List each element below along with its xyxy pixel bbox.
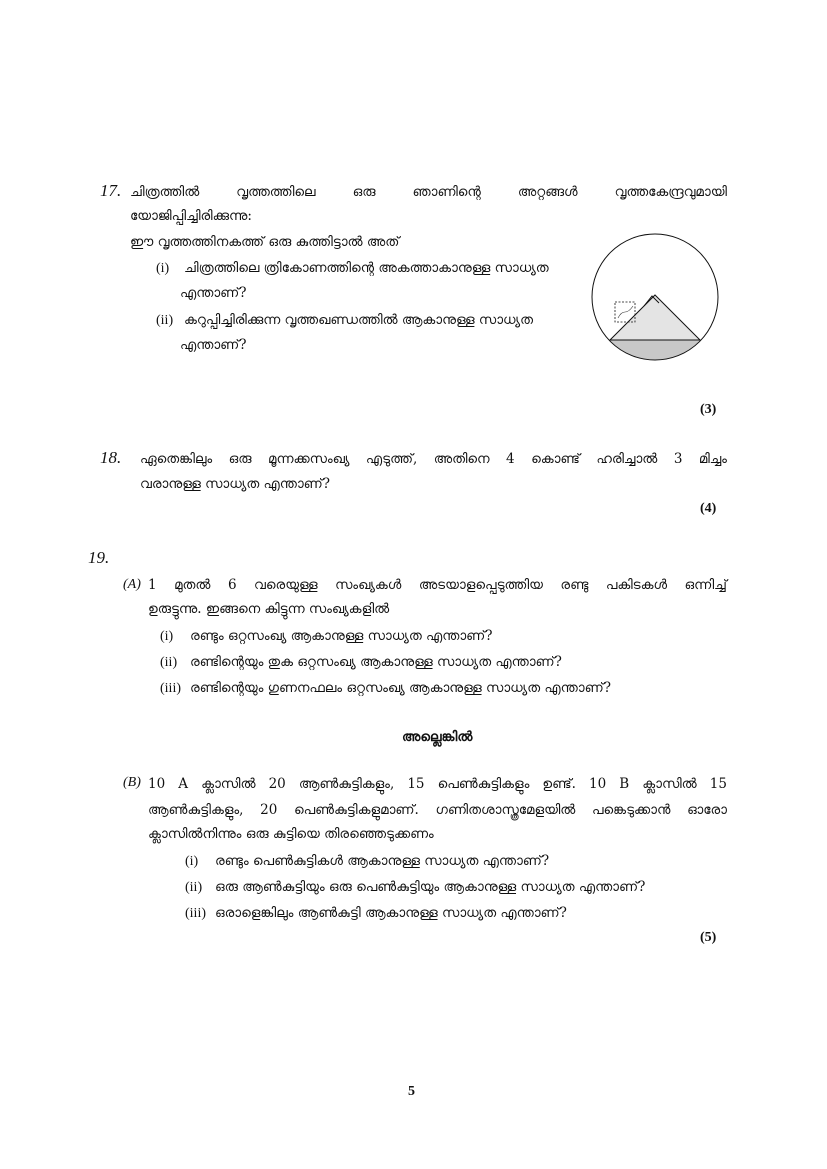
q19b-word: ഓരോ — [687, 802, 727, 818]
q17-word: ഒരു — [352, 184, 376, 200]
q19b-item-label: (ii) — [185, 880, 203, 895]
q19a-item-text: രണ്ടിന്റെയും തുക ഒറ്റസംഖ്യ ആകാനുള്ള സാധ്യത എന്താണ്? — [190, 654, 562, 670]
q17-word: ചിത്രത്തിൽ — [130, 184, 200, 200]
q19b-line1 — [148, 776, 727, 792]
q17-line1 — [130, 184, 727, 200]
q17-sub1-cont: എന്താണ്? — [180, 285, 247, 301]
q19a-item — [160, 629, 493, 645]
q19b-word: പെൺകുട്ടികളും — [437, 776, 530, 792]
q19b-word: ആൺകുട്ടികളും, — [298, 776, 395, 792]
q17-marks: (3) — [700, 402, 717, 417]
q18-number: 18. — [100, 448, 122, 467]
q19b-item — [185, 854, 549, 870]
q19b-item-text: ഒരു ആൺകുട്ടിയും ഒരു പെൺകുട്ടിയും ആകാനുള്ള സാധ്യത എന്താണ്? — [215, 879, 646, 895]
q17-number: 17. — [100, 181, 122, 200]
q18-word: എടുത്ത്, — [365, 451, 418, 467]
q17-sub2-label: (ii) — [156, 313, 174, 328]
q19b-word: ഉണ്ട്. — [542, 776, 576, 792]
q17-figure — [588, 230, 722, 364]
q19b-word: B — [619, 776, 630, 792]
q18-word: മൂന്നക്കസംഖ്യ — [268, 451, 350, 467]
q19a-word: 1 — [148, 577, 157, 593]
q19b-word: ക്ലാസിൽ — [642, 776, 697, 792]
q17-word: അറ്റങ്ങൾ — [517, 184, 578, 200]
page-number: 5 — [408, 1084, 415, 1099]
q17-sub1 — [156, 261, 549, 277]
q17-sub1-label: (i) — [156, 261, 170, 276]
q19a-item-label: (iii) — [160, 681, 181, 696]
q19b-line3: ക്ലാസിൽനിന്നും ഒരു കുട്ടിയെ തിരഞ്ഞെടുക്കണം — [148, 826, 434, 842]
q19a-word: മുതൽ — [174, 577, 211, 593]
q19b-word: ക്ലാസിൽ — [201, 776, 256, 792]
q19b-word: പങ്കെടുക്കാൻ — [592, 802, 671, 818]
q19b-word: പെൺകുട്ടികളുമാണ്. — [294, 802, 419, 818]
q17-sub1-text: ചിത്രത്തിലെ ത്രികോണത്തിന്റെ അകത്താകാനുള്ള സാധ്യത — [184, 260, 549, 276]
q17-sub2-cont: എന്താണ്? — [180, 337, 247, 353]
q19a-word: വരെയുള്ള — [254, 577, 318, 593]
q19b-item-label: (iii) — [185, 906, 206, 921]
q19a-item — [160, 681, 611, 697]
q19b-word: 20 — [268, 776, 286, 792]
q19b-word: 15 — [407, 776, 425, 792]
q19a-word: 6 — [227, 577, 237, 593]
q19b-item-label: (i) — [185, 854, 199, 869]
q17-word: ഞാണിന്റെ — [412, 184, 481, 200]
q18-word: കൊണ്ട് — [531, 451, 580, 467]
q19b-item-text: രണ്ടും പെൺകുട്ടികൾ ആകാനുള്ള സാധ്യത എന്താണ്? — [215, 853, 550, 869]
q17-word: വൃത്തകേന്ദ്രവുമായി — [614, 184, 727, 200]
q18-word: മിച്ചം — [698, 451, 727, 467]
q19b-word: 20 — [260, 802, 278, 818]
q19a-item-label: (i) — [160, 629, 174, 644]
q19a-item — [160, 655, 562, 671]
q19a-word: രണ്ടു — [560, 577, 589, 593]
q18-word: ഹരിച്ചാൽ — [596, 451, 658, 467]
q17-sub2-text: കറുപ്പിച്ചിരിക്കുന്ന വൃത്തഖണ്ഡത്തിൽ ആകാനുള്ള സാധ്യത — [184, 312, 533, 328]
q19a-word: പകിടകൾ — [605, 577, 668, 593]
q18-marks: (4) — [700, 501, 717, 516]
q19b-word: 10 — [589, 776, 607, 792]
q19b-word: ആൺകുട്ടികളും, — [148, 802, 244, 818]
q19a-word: അടയാളപ്പെടുത്തിയ — [418, 577, 543, 593]
q19b-word: 15 — [709, 776, 727, 792]
q18-word: ഒരു — [228, 451, 252, 467]
q19a-line1 — [148, 577, 727, 593]
q19b-line2 — [148, 802, 727, 818]
q19b-item-text: ഒരാളെങ്കിലും ആൺകുട്ടി ആകാനുള്ള സാധ്യത എന്താണ്? — [215, 905, 567, 921]
q19b-word: ഗണിതശാസ്ത്രമേളയിൽ — [435, 802, 576, 818]
q19b-label: (B) — [123, 775, 141, 790]
q18-word: ഏതെങ്കിലും — [140, 451, 213, 467]
q18-line1 — [140, 451, 727, 467]
q17-word: വൃത്തത്തിലെ — [236, 184, 316, 200]
q19-number: 19. — [88, 548, 110, 567]
q18-line2: വരാനുള്ള സാധ്യത എന്താണ്? — [140, 476, 331, 492]
q19a-word: ഒന്നിച്ച് — [684, 577, 727, 593]
q17-line3: ഈ വൃത്തത്തിനകത്ത് ഒരു കുത്തിട്ടാൽ അത് — [130, 234, 400, 250]
q19a-item-text: രണ്ടിന്റെയും ഗുണനഫലം ഒറ്റസംഖ്യ ആകാനുള്ള സാധ്യത എന്താണ്? — [190, 680, 611, 696]
q18-word: 3 — [673, 451, 683, 467]
q19a-label: (A) — [123, 577, 141, 592]
q19a-item-text: രണ്ടും ഒറ്റസംഖ്യ ആകാനുള്ള സാധ്യത എന്താണ്? — [190, 628, 493, 644]
q17-line2: യോജിപ്പിച്ചിരിക്കുന്നു: — [130, 208, 252, 224]
q19a-word: സംഖ്യകൾ — [335, 577, 402, 593]
q19-marks: (5) — [700, 930, 717, 945]
q19a-item-label: (ii) — [160, 655, 178, 670]
q19b-item — [185, 906, 567, 922]
q19a-line2: ഉരുട്ടുന്നു. ഇങ്ങനെ കിട്ടുന്ന സംഖ്യകളിൽ — [148, 601, 390, 617]
q18-word: 4 — [506, 451, 515, 467]
q17-sub2 — [156, 313, 533, 329]
q18-word: അതിനെ — [433, 451, 490, 467]
or-separator: അല്ലെങ്കിൽ — [402, 729, 473, 745]
figure-scribble — [618, 306, 633, 318]
q19b-word: 10 — [148, 776, 166, 792]
q19b-word: A — [178, 776, 188, 792]
q19b-item — [185, 880, 645, 896]
